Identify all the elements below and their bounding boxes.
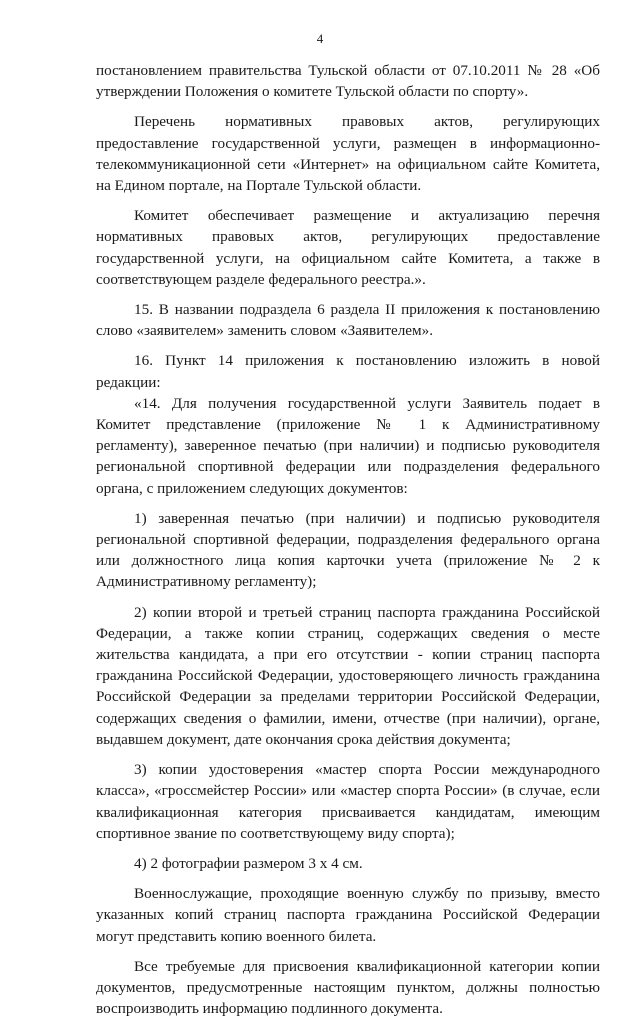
list-item-2: 2) копии второй и третьей страниц паспорта гражданина Российской Федерации, а также копии страниц, содержащих сведения о месте жительства кандидата, а при его отсутствии - копии страниц паспорта гражданина Российской Федерации, удостоверяющего личность гражданина Российской Федерации за пределами территории Российской Федерации, содержащих сведения о фамилии, имени, отчестве (при наличии), органе, выдавшем документ, дате окончания срока действия документа; — [96, 603, 600, 748]
paragraph-legal-acts-list: Перечень нормативных правовых актов, регулирующих предоставление государственной услуги, размещен в информационно-телекоммуникационной сети «Интернет» на официальном сайте Комитета, на Едином портале, на Портале Тульской области. — [96, 113, 600, 195]
paragraph-committee-publishing: Комитет обеспечивает размещение и актуализацию перечня нормативных правовых актов, регулирующих предоставление государственной услуги, на официальном сайте Комитета, а также в соответствующем разделе федерального реестра.». — [96, 207, 600, 288]
paragraph-copies-requirement: Все требуемые для присвоения квалификационной категории копии документов, предусмотренные настоящим пунктом, должны полностью воспроизводить информацию подлинного документа. — [96, 957, 600, 1018]
paragraph-item-15: 15. В названии подраздела 6 раздела II приложения к постановлению слово «заявителем» заменить словом «Заявителем». — [96, 301, 600, 340]
list-item-4: 4) 2 фотографии размером 3 х 4 см. — [134, 854, 363, 872]
page-number: 4 — [316, 31, 324, 46]
list-item-3: 3) копии удостоверения «мастер спорта России международного класса», «гроссмейстер России» или «мастер спорта России» (в случае, если квалификационная категория присваивается кандидатам, имеющим спортивное звание по соответствующему виду спорта); — [96, 761, 600, 842]
paragraph-point-14: «14. Для получения государственной услуги Заявитель подает в Комитет представление (приложение № 1 к Административному регламенту), заверенное печатью (при наличии) и подписью руководителя региональной спортивной федерации или подразделения федерального органа, с приложением следующих документов: — [96, 394, 600, 497]
paragraph-military-service: Военнослужащие, проходящие военную службу по призыву, вместо указанных копий страниц паспорта гражданина Российской Федерации могут представить копию военного билета. — [96, 885, 600, 945]
list-item-1: 1) заверенная печатью (при наличии) и подписью руководителя региональной спортивной федерации, подразделения федерального органа или должностного лица копия карточки учета (приложение № 2 к Административному регламенту); — [96, 509, 600, 591]
paragraph-regulation-reference: постановлением правительства Тульской области от 07.10.2011 № 28 «Об утверждении Положения о комитете Тульской области по спорту». — [96, 62, 600, 101]
document-body — [96, 60, 600, 1019]
paragraph-item-16: 16. Пункт 14 приложения к постановлению изложить в новой редакции: — [96, 352, 600, 391]
